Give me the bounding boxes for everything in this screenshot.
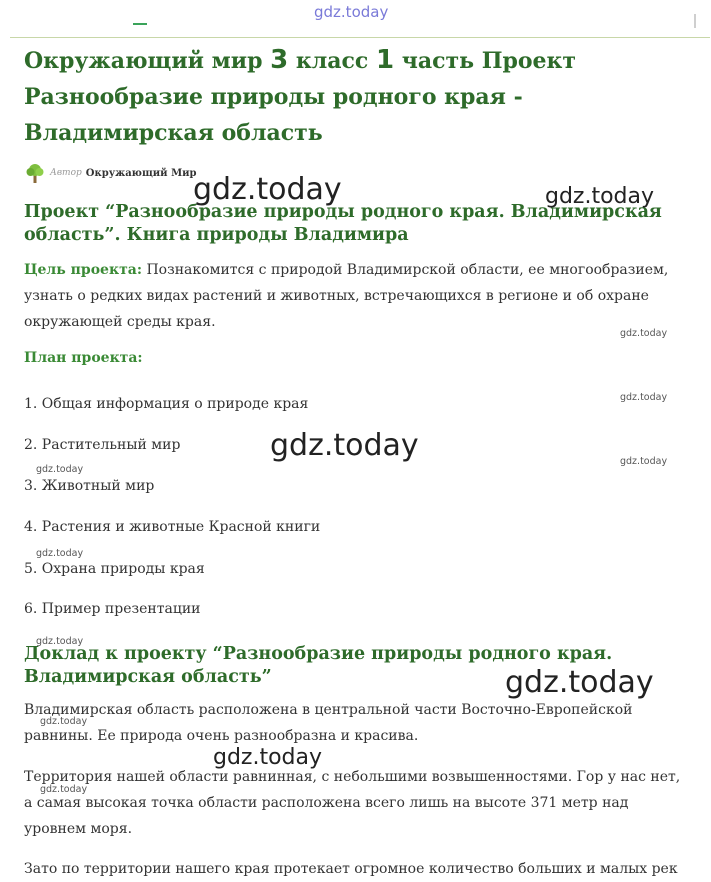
watermark: gdz.today — [36, 464, 84, 475]
watermark: gdz.today — [620, 392, 668, 403]
section-title-report: Доклад к проекту “Разнообразие природы родного края. Владимирская область” — [24, 644, 613, 687]
watermark: gdz.today — [213, 745, 323, 770]
plan-item: 3. Животный мир — [24, 478, 155, 494]
scroll-indicator — [694, 14, 696, 28]
watermark: gdz.today — [270, 428, 419, 463]
project-goal — [24, 257, 684, 335]
title-text-post: часть Проект Разнообразие природы родного края - Владимирская область — [24, 48, 577, 146]
title-text-pre: Окружающий мир — [24, 48, 271, 74]
header-divider — [10, 37, 710, 38]
author-line — [24, 161, 197, 185]
author-label: Автор — [50, 168, 82, 178]
watermark: gdz.today — [505, 665, 654, 700]
plan-label: План проекта: — [24, 350, 143, 366]
tree-icon — [24, 162, 46, 184]
watermark: gdz.today — [36, 636, 84, 647]
report-paragraph: Владимирская область расположена в центральной части Восточно-Европейской равнины. Ее природа очень разнообразна и красива. — [24, 702, 633, 744]
plan-item: 1. Общая информация о природе края — [24, 396, 309, 412]
report-paragraph: Территория нашей области равнинная, с небольшими возвышенностями. Гор у нас нет, а самая высокая точка области расположена всего лишь на высоте 371 метр над уровнем моря. — [24, 769, 681, 837]
section-title-project: Проект “Разнообразие природы родного края. Владимирская область”. Книга природы Владимира — [24, 202, 662, 245]
plan-item: 4. Растения и животные Красной книги — [24, 519, 321, 535]
title-text-mid: класс — [288, 48, 376, 74]
plan-item: 2. Растительный мир — [24, 437, 181, 453]
title-part-number: 1 — [375, 45, 395, 75]
report-paragraph: Зато по территории нашего края протекает огромное количество больших и малых рек — [24, 861, 678, 877]
watermark: gdz.today — [620, 328, 668, 339]
top-bar — [0, 0, 711, 38]
watermark: gdz.today — [620, 456, 668, 467]
watermark: gdz.today — [40, 784, 88, 795]
goal-text: Познакомится с природой Владимирской области, ее многообразием, узнать о редких видах растений и животных, встречающихся в регионе и об охране окружающей среды края. — [24, 262, 669, 330]
menu-indicator — [133, 23, 147, 25]
site-brand-link[interactable]: gdz.today — [314, 3, 389, 21]
watermark: gdz.today — [36, 548, 84, 559]
plan-item: 6. Пример презентации — [24, 601, 201, 617]
author-name-link[interactable]: Окружающий Мир — [85, 167, 197, 179]
watermark: gdz.today — [193, 172, 342, 207]
goal-label: Цель проекта: — [24, 262, 142, 278]
article-title — [24, 42, 694, 151]
watermark: gdz.today — [40, 716, 88, 727]
plan-item: 5. Охрана природы края — [24, 561, 205, 577]
title-grade-number: 3 — [270, 45, 289, 75]
watermark: gdz.today — [545, 184, 655, 209]
